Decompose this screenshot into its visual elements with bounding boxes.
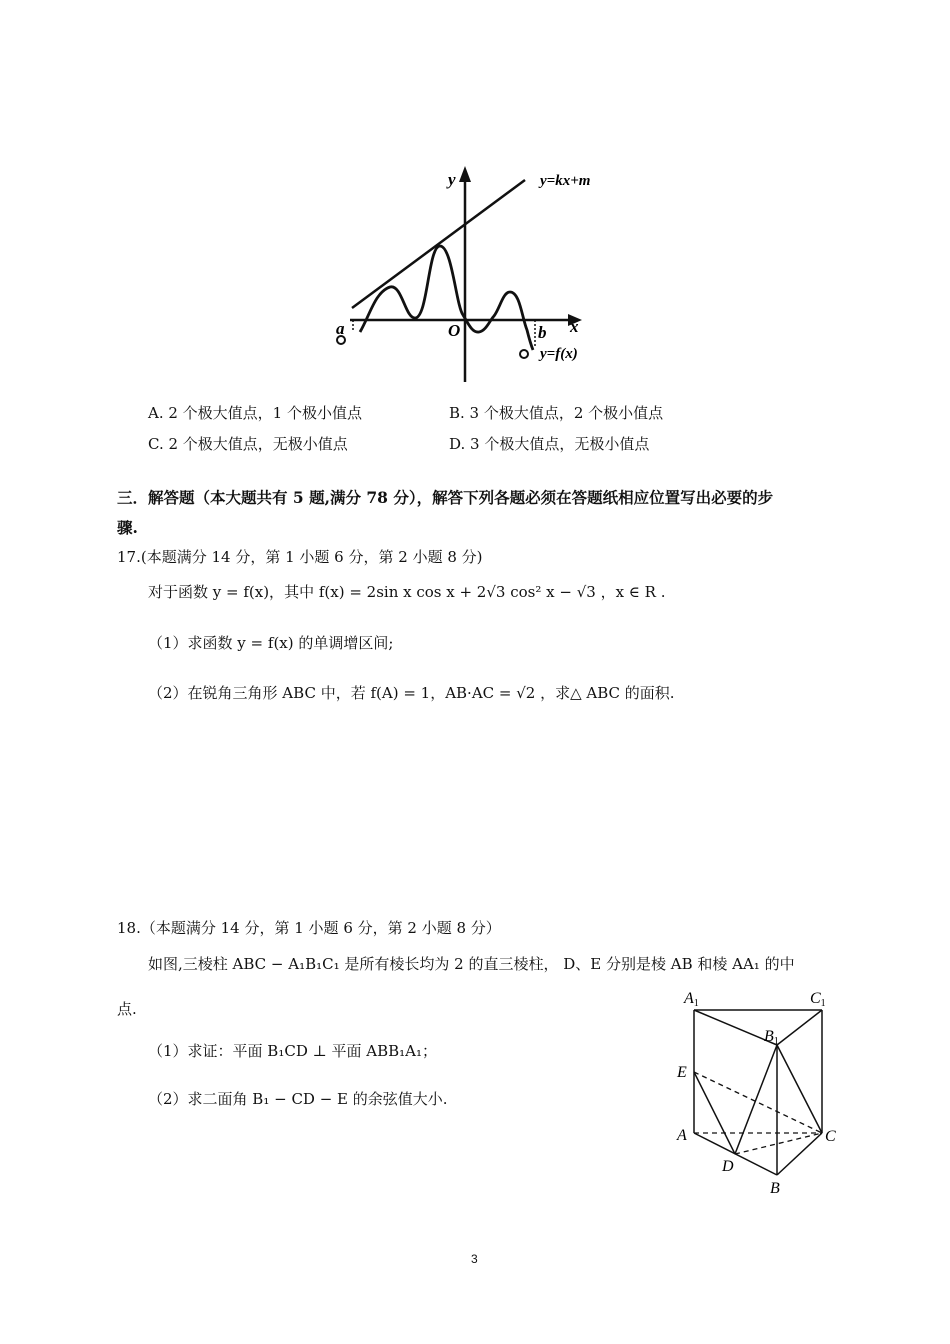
q17-part2: （2）在锐角三角形 ABC 中，若 f(A) = 1，AB·AC = √2 ，求△ ABC 的面积.	[148, 684, 675, 702]
origin-label: O	[448, 321, 461, 340]
section3-line1: 三．解答题（本大题共有 5 题,满分 78 分），解答下列各题必须在答题纸相应位置写出必要的步	[117, 488, 774, 507]
b-label: b	[538, 323, 547, 342]
q18-part2: （2）求二面角 B₁ − CD − E 的余弦值大小.	[148, 1090, 448, 1108]
option-c: C. 2 个极大值点，无极小值点	[148, 435, 348, 453]
q17-stem: 对于函数 y = f(x)，其中 f(x) = 2sin x cos x + 2√3 cos² x − √3 ，x ∈ R .	[148, 583, 666, 601]
label-b1: B	[764, 1028, 774, 1045]
label-a: A	[677, 1127, 687, 1144]
svg-text:A1: A1	[684, 990, 699, 1009]
x-axis-label: x	[570, 317, 579, 336]
q18-stem-line1: 如图,三棱柱 ABC − A₁B₁C₁ 是所有棱长均为 2 的直三棱柱， D、E 分别是棱 AB 和棱 AA₁ 的中	[148, 955, 795, 973]
q17-header: 17.(本题满分 14 分，第 1 小题 6 分，第 2 小题 8 分)	[117, 548, 483, 566]
a-label: a	[336, 319, 345, 338]
label-c: C	[825, 1128, 836, 1145]
label-b: B	[770, 1180, 780, 1197]
svg-text:B1: B1	[764, 1028, 779, 1047]
line-label: y=kx+m	[540, 173, 591, 189]
svg-text:C1: C1	[810, 990, 826, 1009]
option-d: D. 3 个极大值点，无极小值点	[449, 435, 650, 453]
function-graph	[330, 160, 630, 385]
q18-stem-line2: 点.	[117, 1000, 137, 1018]
label-d: D	[722, 1158, 734, 1175]
option-b: B. 3 个极大值点，2 个极小值点	[449, 404, 664, 422]
curve-label: y=f(x)	[540, 346, 578, 362]
label-a1: A	[684, 990, 694, 1007]
q18-part1: （1）求证：平面 B₁CD ⊥ 平面 ABB₁A₁；	[148, 1042, 438, 1060]
section3-line2: 骤.	[117, 518, 138, 537]
label-e: E	[677, 1064, 687, 1081]
y-axis-label: y	[448, 170, 456, 189]
q17-part1: （1）求函数 y = f(x) 的单调增区间;	[148, 634, 394, 652]
page-number: 3	[471, 1252, 478, 1266]
q18-header: 18.（本题满分 14 分，第 1 小题 6 分，第 2 小题 8 分）	[117, 919, 501, 937]
label-c1: C	[810, 990, 821, 1007]
option-a: A. 2 个极大值点，1 个极小值点	[148, 404, 362, 422]
prism-figure	[672, 985, 847, 1200]
